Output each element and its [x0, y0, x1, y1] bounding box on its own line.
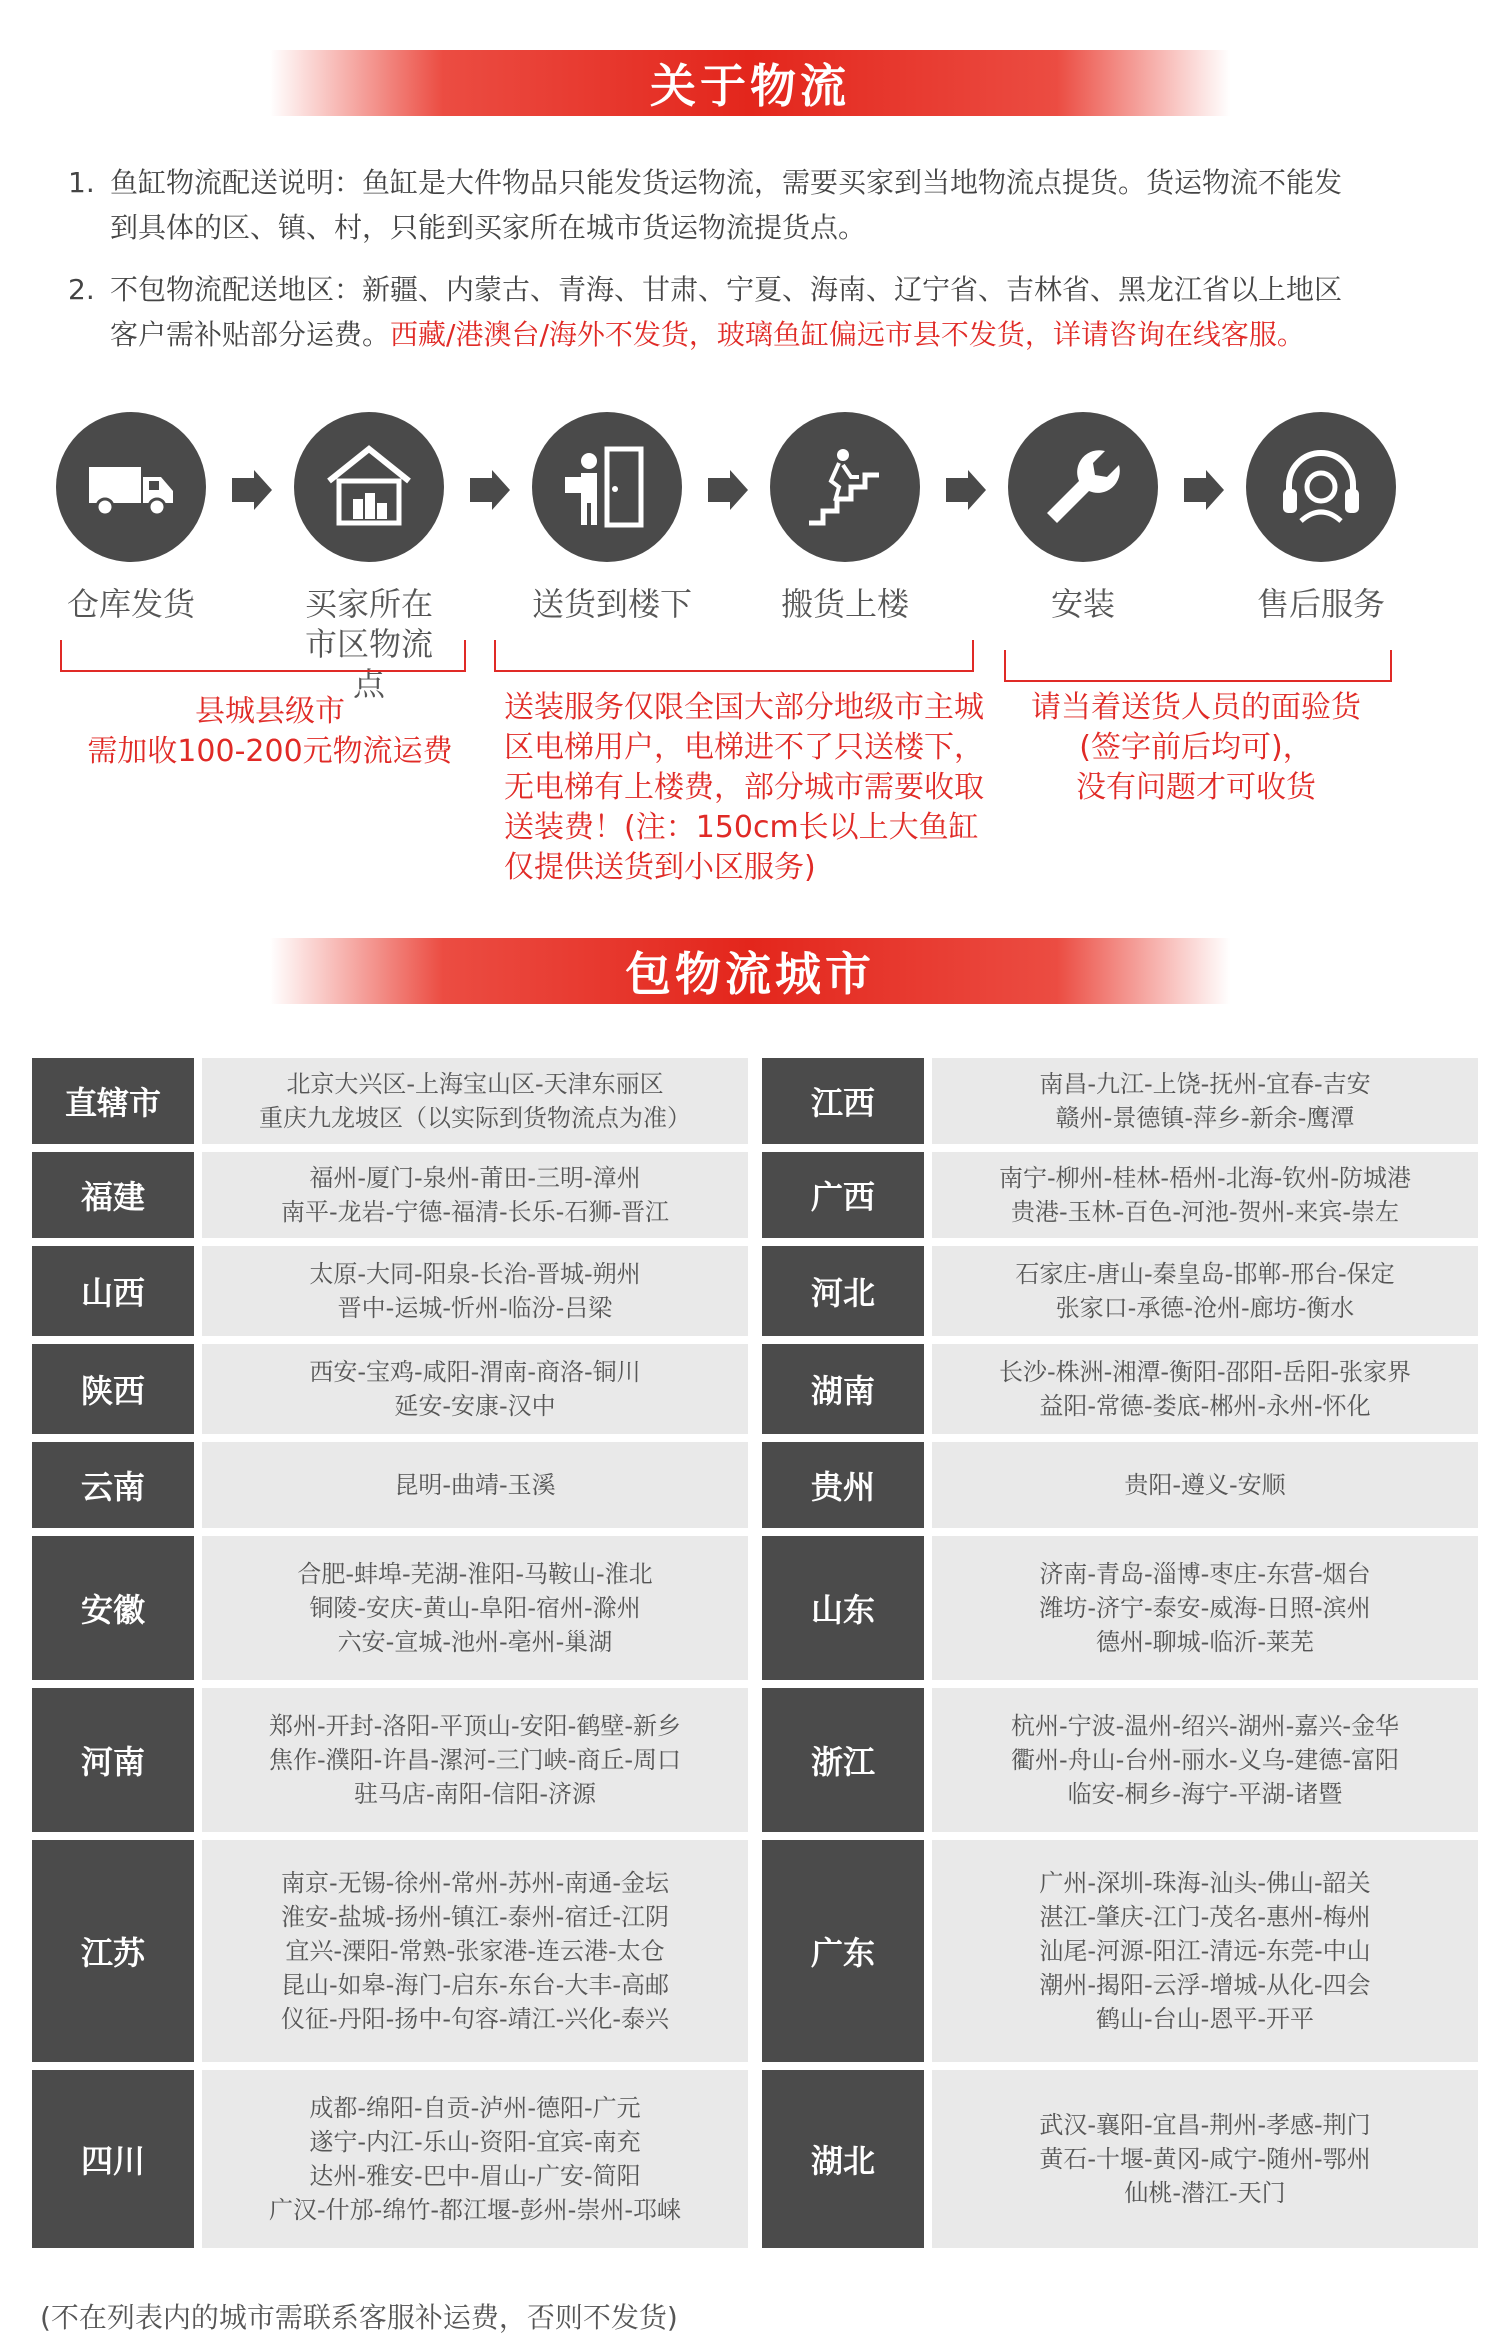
cities-cell: 济南-青岛-淄博-枣庄-东营-烟台 潍坊-济宁-泰安-威海-日照-滨州 德州-聊城-临沂-莱芜 — [932, 1536, 1478, 1680]
flow-step-label: 搬货上楼 — [780, 585, 909, 623]
cities-cell: 南昌-九江-上饶-抚州-宜春-吉安 赣州-景德镇-萍乡-新余-鹰潭 — [932, 1058, 1478, 1144]
province-cell: 陕西 — [32, 1344, 194, 1434]
province-cell: 山东 — [762, 1536, 924, 1680]
province-cell: 福建 — [32, 1152, 194, 1238]
inspect-goods-note: 请当着送货人员的面验货 (签字前后均可)， 没有问题才可收货 — [1031, 690, 1361, 805]
cities-cell: 杭州-宁波-温州-绍兴-湖州-嘉兴-金华 衢州-舟山-台州-丽水-义乌-建德-富阳 临安-桐乡-海宁-平湖-诸暨 — [932, 1688, 1478, 1832]
section-title: 关于物流 — [650, 59, 850, 113]
note-number: 1. — [68, 166, 95, 199]
flow-step-label: 安装 — [1050, 585, 1115, 623]
cities-cell: 福州-厦门-泉州-莆田-三明-漳州 南平-龙岩-宁德-福清-长乐-石狮-晋江 — [202, 1152, 748, 1238]
province-cell: 贵州 — [762, 1442, 924, 1528]
province-cell: 河南 — [32, 1688, 194, 1832]
section-banner-logistics — [270, 50, 1230, 116]
county-fee-note: 县城县级市 需加收100-200元物流运费 — [87, 694, 453, 769]
note-warning: 西藏/港澳台/海外不发货，玻璃鱼缸偏远市县不发货，详请咨询在线客服。 — [390, 318, 1305, 351]
province-cell: 湖北 — [762, 2070, 924, 2248]
truck-icon — [56, 412, 206, 562]
cities-cell: 郑州-开封-洛阳-平顶山-安阳-鹤壁-新乡 焦作-濮阳-许昌-漯河-三门峡-商丘-周口 驻马店-南阳-信阳-济源 — [202, 1688, 748, 1832]
note-number: 2. — [68, 273, 95, 306]
note-item — [68, 267, 1368, 357]
province-cell: 四川 — [32, 2070, 194, 2248]
flow-step-label: 仓库发货 — [66, 585, 195, 623]
table-row — [32, 1442, 1470, 1528]
province-cell: 江苏 — [32, 1840, 194, 2062]
logistics-notes — [68, 160, 1368, 374]
cities-cell: 成都-绵阳-自贡-泸州-德阳-广元 遂宁-内江-乐山-资阳-宜宾-南充 达州-雅安-巴中-眉山-广安-简阳 广汉-什邡-绵竹-都江堰-彭州-崇州-邛崃 — [202, 2070, 748, 2248]
flow-step-install — [1008, 412, 1158, 624]
table-row — [32, 1840, 1470, 2062]
province-cell: 云南 — [32, 1442, 194, 1528]
note-item — [68, 160, 1368, 250]
note-text: 不包物流配送地区：新疆、内蒙古、青海、甘肃、宁夏、海南、辽宁省、吉林省、黑龙江省以上地区客户需补贴部分运费。西藏/港澳台/海外不发货，玻璃鱼缸偏远市县不发货，详请咨询在线客服。 — [110, 273, 1343, 351]
province-cell: 直辖市 — [32, 1058, 194, 1144]
cities-cell: 广州-深圳-珠海-汕头-佛山-韶关 湛江-肇庆-江门-茂名-惠州-梅州 汕尾-河源-阳江-清远-东莞-中山 潮州-揭阳-云浮-增城-从化-四会 鹤山-台山-恩平-开平 — [932, 1840, 1478, 2062]
province-cell: 湖南 — [762, 1344, 924, 1434]
delivery-flow — [0, 412, 1500, 703]
flow-step-deliver-downstairs — [532, 412, 693, 624]
province-cell: 安徽 — [32, 1536, 194, 1680]
bracket-line — [1004, 650, 1392, 682]
flow-step-label: 售后服务 — [1256, 585, 1385, 623]
section-banner-cities — [270, 938, 1230, 1004]
table-row — [32, 1688, 1470, 1832]
bracket-line — [494, 640, 974, 672]
flow-step-label: 送货到楼下 — [532, 585, 693, 623]
cities-cell: 北京大兴区-上海宝山区-天津东丽区 重庆九龙坡区（以实际到货物流点为准） — [202, 1058, 748, 1144]
cities-cell: 贵阳-遵义-安顺 — [932, 1442, 1478, 1528]
cities-cell: 合肥-蚌埠-芜湖-淮阳-马鞍山-淮北 铜陵-安庆-黄山-阜阳-宿州-滁州 六安-宣城-池州-亳州-巢湖 — [202, 1536, 748, 1680]
cities-cell: 石家庄-唐山-秦皇岛-邯郸-邢台-保定 张家口-承德-沧州-廊坊-衡水 — [932, 1246, 1478, 1336]
cities-cell: 西安-宝鸡-咸阳-渭南-商洛-铜川 延安-安康-汉中 — [202, 1344, 748, 1434]
flow-step-carry-upstairs — [770, 412, 920, 624]
bracket-line — [60, 640, 466, 672]
door-delivery-icon — [532, 412, 682, 562]
install-service-note: 送装服务仅限全国大部分地级市主城区电梯用户，电梯进不了只送楼下，无电梯有上楼费，部分城市需要收取送装费！(注：150cm长以上大鱼缸仅提供送货到小区服务) — [504, 690, 984, 885]
table-row — [32, 1344, 1470, 1434]
province-cell: 江西 — [762, 1058, 924, 1144]
table-row — [32, 1152, 1470, 1238]
flow-step-warehouse-ship — [56, 412, 206, 624]
cities-cell: 武汉-襄阳-宜昌-荆州-孝感-荆门 黄石-十堰-黄冈-咸宁-随州-鄂州 仙桃-潜江-天门 — [932, 2070, 1478, 2248]
cities-cell: 长沙-株洲-湘潭-衡阳-邵阳-岳阳-张家界 益阳-常德-娄底-郴州-永州-怀化 — [932, 1344, 1478, 1434]
headset-icon — [1246, 412, 1396, 562]
province-cell: 广西 — [762, 1152, 924, 1238]
stairs-icon — [770, 412, 920, 562]
table-row — [32, 1536, 1470, 1680]
covered-cities-table — [32, 1058, 1470, 2256]
cities-cell: 昆明-曲靖-玉溪 — [202, 1442, 748, 1528]
cities-cell: 南京-无锡-徐州-常州-苏州-南通-金坛 淮安-盐城-扬州-镇江-泰州-宿迁-江阴 宜兴-溧阳-常熟-张家港-连云港-太仓 昆山-如皋-海门-启东-东台-大丰-高邮 仪征-丹阳-扬中-句容-靖江-兴化-泰兴 — [202, 1840, 748, 2062]
province-cell: 山西 — [32, 1246, 194, 1336]
flow-step-after-sales — [1246, 412, 1396, 624]
warehouse-icon — [294, 412, 444, 562]
footnote: (不在列表内的城市需联系客服补运费，否则不发货) — [40, 2301, 678, 2334]
province-cell: 浙江 — [762, 1688, 924, 1832]
cities-cell: 南宁-柳州-桂林-梧州-北海-钦州-防城港 贵港-玉林-百色-河池-贺州-来宾-崇左 — [932, 1152, 1478, 1238]
province-cell: 广东 — [762, 1840, 924, 2062]
table-row — [32, 1246, 1470, 1336]
table-row — [32, 2070, 1470, 2248]
table-row — [32, 1058, 1470, 1144]
province-cell: 河北 — [762, 1246, 924, 1336]
note-text: 鱼缸物流配送说明：鱼缸是大件物品只能发货运物流，需要买家到当地物流点提货。货运物流不能发到具体的区、镇、村，只能到买家所在城市货运物流提货点。 — [110, 166, 1343, 244]
flow-step-label: 买家所在 市区物流点 — [304, 585, 433, 703]
section-title: 包物流城市 — [625, 947, 875, 1001]
wrench-icon — [1008, 412, 1158, 562]
cities-cell: 太原-大同-阳泉-长治-晋城-朔州 晋中-运城-忻州-临汾-吕梁 — [202, 1246, 748, 1336]
